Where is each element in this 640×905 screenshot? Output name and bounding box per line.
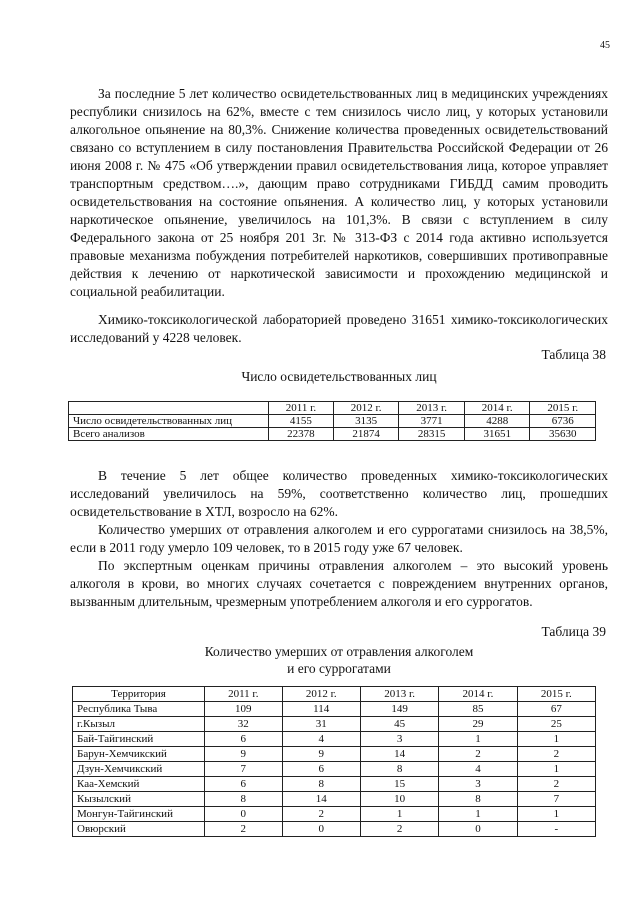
table-row bbox=[73, 822, 596, 837]
table-cell: 4288 bbox=[464, 415, 530, 428]
table-cell: 2 bbox=[282, 807, 360, 822]
table-cell: 7 bbox=[205, 762, 283, 777]
table-cell: 8 bbox=[360, 762, 438, 777]
table-cell: 3771 bbox=[399, 415, 465, 428]
table-header-cell: Территория bbox=[73, 687, 205, 702]
table-cell: 0 bbox=[282, 822, 360, 837]
table-cell: 2 bbox=[439, 747, 517, 762]
table-cell: 4155 bbox=[269, 415, 334, 428]
table-cell: 3 bbox=[439, 777, 517, 792]
table-row bbox=[73, 717, 596, 732]
table-header-row bbox=[69, 402, 596, 415]
table-row bbox=[73, 762, 596, 777]
table-cell: 1 bbox=[517, 762, 595, 777]
table-cell: 4 bbox=[439, 762, 517, 777]
table-cell: 15 bbox=[360, 777, 438, 792]
table-header-cell: 2015 г. bbox=[530, 402, 596, 415]
table-cell: 3 bbox=[360, 732, 438, 747]
page-number: 45 bbox=[600, 40, 610, 51]
table-header-cell: 2015 г. bbox=[517, 687, 595, 702]
table-cell: 6736 bbox=[530, 415, 596, 428]
territory-cell: г.Кызыл bbox=[73, 717, 205, 732]
table-header-row bbox=[73, 687, 596, 702]
table-cell: 114 bbox=[282, 702, 360, 717]
table-cell: 29 bbox=[439, 717, 517, 732]
table-cell: 6 bbox=[205, 732, 283, 747]
territory-cell: Республика Тыва bbox=[73, 702, 205, 717]
table-header-cell: 2011 г. bbox=[205, 687, 283, 702]
table-row bbox=[73, 777, 596, 792]
table-cell: 0 bbox=[205, 807, 283, 822]
table-cell: 45 bbox=[360, 717, 438, 732]
table-header-cell: 2013 г. bbox=[360, 687, 438, 702]
table-cell: 8 bbox=[282, 777, 360, 792]
table-cell: 14 bbox=[282, 792, 360, 807]
table-cell: 7 bbox=[517, 792, 595, 807]
table-row bbox=[73, 792, 596, 807]
table38-label: Таблица 38 bbox=[541, 347, 606, 362]
table-cell: 9 bbox=[282, 747, 360, 762]
territory-cell: Барун-Хемчикский bbox=[73, 747, 205, 762]
table-row bbox=[73, 807, 596, 822]
table-cell: 6 bbox=[205, 777, 283, 792]
table-cell: 2 bbox=[360, 822, 438, 837]
table-cell: 1 bbox=[439, 732, 517, 747]
territory-cell: Кызылский bbox=[73, 792, 205, 807]
table-cell: 31 bbox=[282, 717, 360, 732]
table-cell: 67 bbox=[517, 702, 595, 717]
table-cell: 8 bbox=[205, 792, 283, 807]
territory-cell: Овюрский bbox=[73, 822, 205, 837]
table-row bbox=[73, 747, 596, 762]
table-cell: 31651 bbox=[464, 428, 530, 441]
table-cell: 149 bbox=[360, 702, 438, 717]
table-row bbox=[73, 732, 596, 747]
table-cell: Число освидетельствованных лиц bbox=[69, 415, 269, 428]
table39-caption-line1: Количество умерших от отравления алкоголем bbox=[204, 644, 474, 659]
table39-label: Таблица 39 bbox=[541, 624, 606, 639]
table-cell: 14 bbox=[360, 747, 438, 762]
table-38 bbox=[68, 401, 596, 441]
table-header-cell: 2014 г. bbox=[439, 687, 517, 702]
table-cell: 2 bbox=[517, 777, 595, 792]
table-cell: 1 bbox=[517, 807, 595, 822]
table-cell: 3135 bbox=[333, 415, 399, 428]
table-cell: 2 bbox=[517, 747, 595, 762]
table-cell: 28315 bbox=[399, 428, 465, 441]
table-row bbox=[69, 428, 596, 441]
table-cell: 1 bbox=[360, 807, 438, 822]
paragraph-2: Химико-токсикологической лабораторией проведено 31651 химико-токсикологических исследований у 4228 человек. bbox=[70, 312, 608, 345]
table-header-cell: 2013 г. bbox=[399, 402, 465, 415]
table-row bbox=[69, 415, 596, 428]
table-row bbox=[73, 702, 596, 717]
table-cell: 1 bbox=[517, 732, 595, 747]
table-cell: 10 bbox=[360, 792, 438, 807]
table-header-cell bbox=[69, 402, 269, 415]
table-cell: 4 bbox=[282, 732, 360, 747]
table-cell: 21874 bbox=[333, 428, 399, 441]
table-header-cell: 2014 г. bbox=[464, 402, 530, 415]
paragraph-3: В течение 5 лет общее количество проведенных химико-токсикологических исследований увеличилось на 59%, соответственно количество лиц, прошедших освидетельствование в ХТЛ, возросло на 62%. bbox=[70, 468, 608, 519]
table-cell: 25 bbox=[517, 717, 595, 732]
table39-caption-line2: и его суррогатами bbox=[287, 661, 391, 676]
table-cell: 85 bbox=[439, 702, 517, 717]
table-cell: 22378 bbox=[269, 428, 334, 441]
table-39 bbox=[72, 686, 596, 837]
table39-body bbox=[73, 687, 596, 837]
territory-cell: Монгун-Тайгинский bbox=[73, 807, 205, 822]
paragraph-4: Количество умерших от отравления алкоголем и его суррогатами снизилось на 38,5%, если в 2011 году умерло 109 человек, то в 2015 году уже 67 человек. bbox=[70, 522, 608, 555]
table-cell: 35630 bbox=[530, 428, 596, 441]
table-header-cell: 2011 г. bbox=[269, 402, 334, 415]
territory-cell: Бай-Тайгинский bbox=[73, 732, 205, 747]
table-header-cell: 2012 г. bbox=[282, 687, 360, 702]
paragraph-5: По экспертным оценкам причины отравления алкоголем – это высокий уровень алкоголя в крови, во многих случаях сочетается с повреждением внутренних органов, вызванным длительным, чрезмерным употреблением алкоголя и его суррогатов. bbox=[70, 558, 608, 609]
table-cell: 8 bbox=[439, 792, 517, 807]
territory-cell: Дзун-Хемчикский bbox=[73, 762, 205, 777]
table-cell: 0 bbox=[439, 822, 517, 837]
table-cell: 32 bbox=[205, 717, 283, 732]
table-cell: 6 bbox=[282, 762, 360, 777]
table-cell: 9 bbox=[205, 747, 283, 762]
table-header-cell: 2012 г. bbox=[333, 402, 399, 415]
territory-cell: Каа-Хемский bbox=[73, 777, 205, 792]
table38-caption: Число освидетельствованных лиц bbox=[241, 369, 437, 384]
table-cell: 109 bbox=[205, 702, 283, 717]
table-cell: - bbox=[517, 822, 595, 837]
paragraph-1: За последние 5 лет количество освидетельствованных лиц в медицинских учреждениях республики снизилось на 62%, вместе с тем снизилось число лиц, у которых установили алкогольное опьянение на 80,3%. Снижение количества проведенных освидетельствований связано со вступлением в силу постановления Правительства Российской Федерации от 26 июня 2008 г. № 475 «Об утверждении правил освидетельствования лица, которое управляет транспортным средством….», дающим право сотрудниками ГИБДД самим проводить освидетельствования на состояние опьянения. А количество лиц, у которых установили наркотическое опьянение, увеличилось на 101,3%. В связи с вступлением в силу Федерального закона от 25 ноября 201 3г. № 313-ФЗ с 2014 года активно используется правовые механизма побуждения потребителей наркотиков, совершивших противоправные действия к лечению от наркотической зависимости и прохождению медицинской и социальной реабилитации. bbox=[70, 86, 608, 299]
table-cell: 1 bbox=[439, 807, 517, 822]
table-cell: 2 bbox=[205, 822, 283, 837]
table-cell: Всего анализов bbox=[69, 428, 269, 441]
